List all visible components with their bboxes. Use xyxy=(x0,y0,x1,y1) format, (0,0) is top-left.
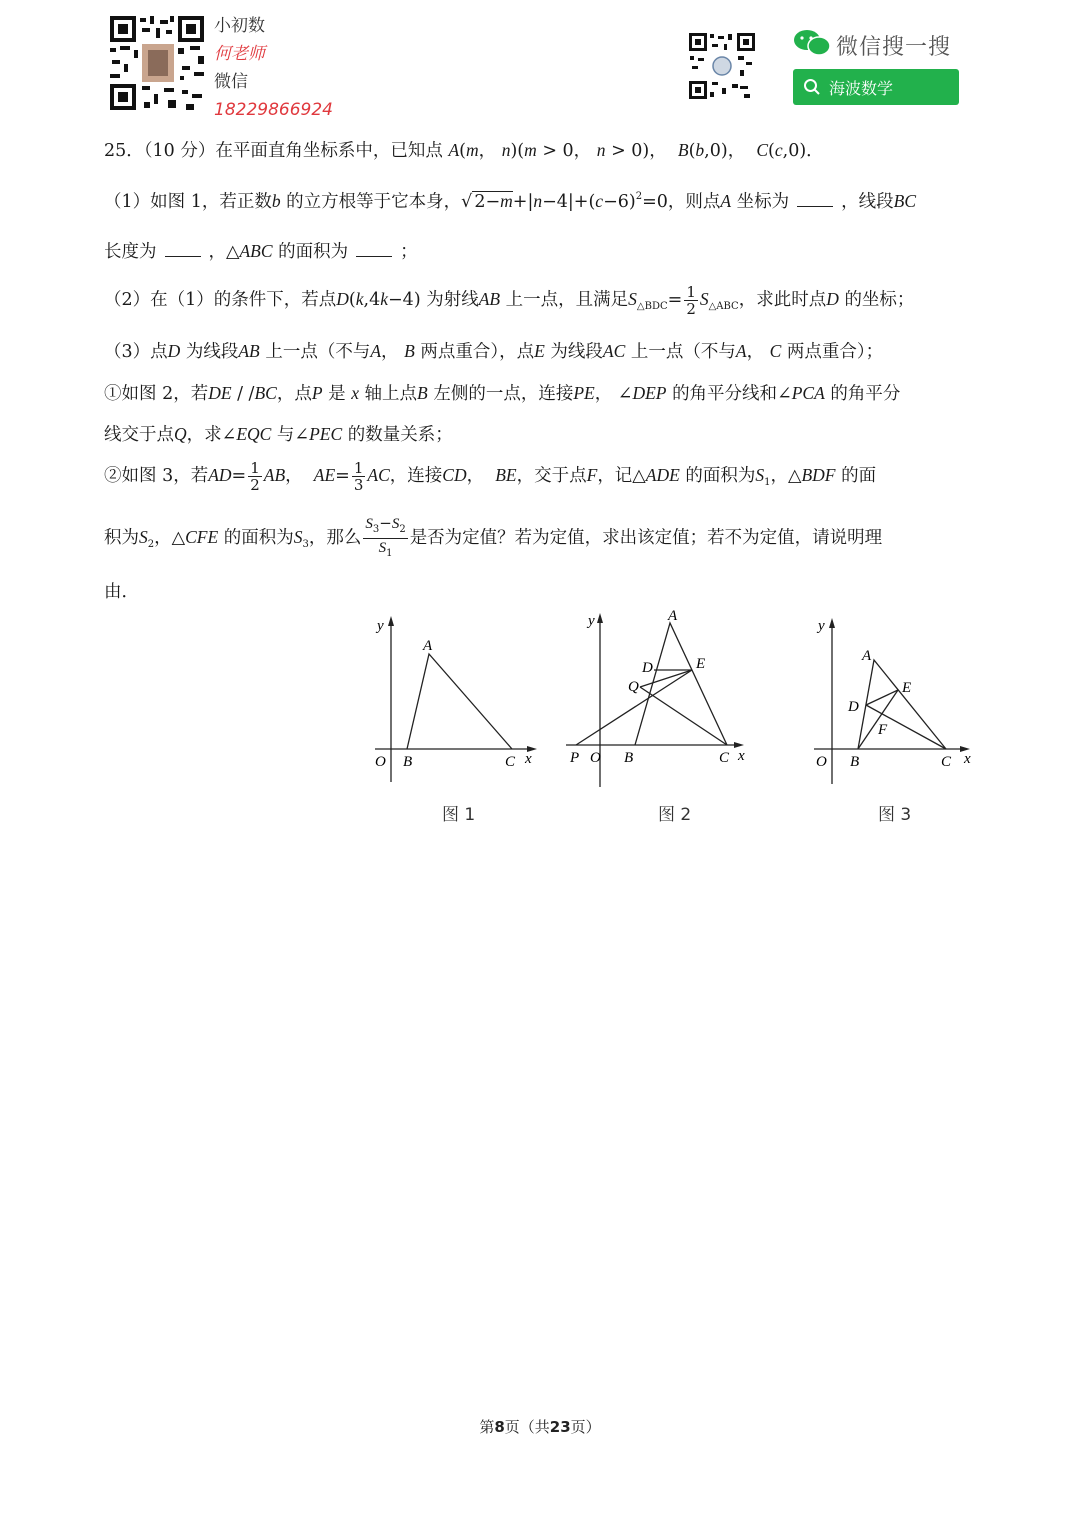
text-segment: ，交于点 xyxy=(516,466,587,486)
point-c-label: C xyxy=(505,754,516,770)
answer-blank xyxy=(356,255,392,257)
qr-code-right xyxy=(688,32,756,100)
text-segment: 的立方根等于它本身， xyxy=(286,192,462,212)
answer-blank xyxy=(165,255,201,257)
wechat-search-bar[interactable] xyxy=(793,69,959,105)
point-e-label: E xyxy=(902,680,912,696)
origin-label: O xyxy=(590,750,601,766)
text-segment: ，求此时点 xyxy=(738,290,827,310)
part3-2-line3 xyxy=(104,578,139,603)
part1-line2: 长度为 ，△ABC 的面积为 ； xyxy=(104,241,418,262)
search-icon xyxy=(803,78,821,96)
text-segment: ②如图 3，若 xyxy=(104,466,209,486)
wechat-search-term: 海波数学 xyxy=(829,78,894,98)
text-segment: 长度为 xyxy=(104,242,157,262)
part2-line: （2）在（1）的条件下，若点D(k,4k−4) 为射线AB 上一点，且满足$S_{\triangle BDC}=$ $\frac{1}{2}$ $S_{\triangle ABC}$，求此时点D 的坐标； xyxy=(104,283,915,318)
text-segment: 的面 xyxy=(841,466,877,486)
part3-2-line2: 积为$S_2$，△CFE 的面积为$S_3$，那么 $\frac{S_3-S_2}{S_1}$ 是否为定值？若为定值，求出该定值；若不为定值，请说明理 xyxy=(104,514,883,559)
text-segment: 上一点，且满足 xyxy=(505,290,629,310)
text-segment: 坐标为 xyxy=(736,192,790,212)
text-segment: 上一点（不与 xyxy=(630,342,736,362)
text-segment: ，那么 xyxy=(308,528,362,548)
text-segment: 与 xyxy=(276,425,295,445)
text-segment: ，记△ xyxy=(597,466,646,486)
axis-x-label: x xyxy=(964,751,971,767)
figure-2-caption: 图 2 xyxy=(658,805,692,825)
point-b-label: B xyxy=(403,754,413,770)
part3-1-line1: ①如图 2，若DE / /BC，点P 是 x 轴上点B 左侧的一点，连接PE， ∠DEP 的角平分线和∠PCA 的角平分 xyxy=(104,383,901,404)
point-c-label: C xyxy=(719,750,730,766)
point-f-label: F xyxy=(878,722,888,738)
point-b-label: B xyxy=(850,754,860,770)
part3-1-line2: 线交于点Q，求∠EQC 与∠PEC 的数量关系； xyxy=(104,424,453,445)
math-expr: A xyxy=(448,140,460,160)
page-number: 8 xyxy=(494,1418,505,1436)
qr-code-left xyxy=(108,14,206,112)
text-segment: 线交于点 xyxy=(104,425,174,445)
text-segment: 的角平分 xyxy=(830,384,901,404)
figure-2 xyxy=(562,605,757,790)
footer-prefix: 第 xyxy=(479,1418,495,1436)
contact-phone: 18229866924 xyxy=(214,100,333,120)
text-segment: 为线段 xyxy=(550,342,603,362)
text-segment: 的角平分线和 xyxy=(672,384,778,404)
text-segment: ，点 xyxy=(276,384,312,404)
point-c-label: C xyxy=(941,754,952,770)
point-e-label: E xyxy=(696,656,706,672)
figure-1 xyxy=(365,610,545,790)
answer-blank xyxy=(797,205,833,207)
text-segment: 两点重合），点 xyxy=(420,342,535,362)
point-a-label: A xyxy=(423,638,433,654)
text-segment: ①如图 2，若 xyxy=(104,384,209,404)
text-segment: （3）点 xyxy=(104,342,168,362)
text-segment: 两点重合）； xyxy=(786,342,884,362)
text-segment: 的面积为 xyxy=(278,242,349,262)
text-segment: 的面积为 xyxy=(685,466,756,486)
problem-intro: 25．（10 分）在平面直角坐标系中，已知点 A(m， n)(m > 0， n > 0)， B(b,0)， C(c,0)． xyxy=(104,140,824,161)
problem-points: （10 分） xyxy=(143,141,216,161)
point-a-label: A xyxy=(862,648,872,664)
text-segment: 为射线 xyxy=(426,290,479,310)
text-segment: 由． xyxy=(104,582,139,602)
text-segment: 的数量关系； xyxy=(347,425,453,445)
contact-teacher: 何老师 xyxy=(214,44,265,64)
text-segment: 上一点（不与 xyxy=(265,342,371,362)
text-segment: 是否为定值？若为定值，求出该定值；若不为定值，请说明理 xyxy=(409,528,883,548)
page-total: 23 xyxy=(549,1418,571,1436)
axis-x-label: x xyxy=(738,748,745,764)
text-segment: ，则点 xyxy=(667,192,721,212)
wechat-search-title: 微信搜一搜 xyxy=(836,35,952,60)
footer-suffix: 页） xyxy=(570,1418,601,1436)
text-segment: ，求 xyxy=(186,425,222,445)
text-segment: （1）如图 1，若正数 xyxy=(104,192,272,212)
text-segment: ，线段 xyxy=(841,192,894,212)
figure-3 xyxy=(808,610,983,790)
axis-y-label: y xyxy=(818,618,825,634)
text-segment: 左侧的一点，连接 xyxy=(433,384,574,404)
axis-y-label: y xyxy=(588,613,595,629)
part1-line1: （1）如图 1，若正数b 的立方根等于它本身，√ $2-m+|n-4|+(c-6)^2=0$，则点A 坐标为 ，线段BC xyxy=(104,191,917,212)
text-segment: ； xyxy=(400,242,418,262)
point-d-label: D xyxy=(848,699,859,715)
contact-info xyxy=(214,12,333,124)
text-segment: ，△ xyxy=(208,242,240,262)
point-b-label: B xyxy=(624,750,634,766)
wechat-logo-icon xyxy=(793,28,831,58)
text-segment: （2）在（1）的条件下，若点 xyxy=(104,290,337,310)
problem-number: 25． xyxy=(104,141,144,161)
text-segment: ，连接 xyxy=(389,466,443,486)
page-footer xyxy=(0,1416,1080,1437)
part3-line: （3）点D 为线段AB 上一点（不与A， B 两点重合），点E 为线段AC 上一点（不与A， C 两点重合）； xyxy=(104,341,884,362)
axis-y-label: y xyxy=(377,618,384,634)
point-d-label: D xyxy=(642,660,653,676)
figure-1-caption: 图 1 xyxy=(442,805,476,825)
part3-2-line1: ②如图 3，若AD= $\frac{1}{2}$ AB， AE= $\frac{1}{3}$ AC，连接CD， BE，交于点F，记△ADE 的面积为$S_1$，△BDF 的面 xyxy=(104,459,877,494)
footer-mid: 页（共 xyxy=(504,1418,550,1436)
point-p-label: P xyxy=(570,750,580,766)
figure-3-caption: 图 3 xyxy=(878,805,912,825)
text-segment: 是 xyxy=(328,384,346,404)
problem-intro-text: 在平面直角坐标系中，已知点 xyxy=(215,141,443,161)
text-segment: 为线段 xyxy=(185,342,239,362)
text-segment: 轴上点 xyxy=(364,384,418,404)
contact-wechat: 微信 xyxy=(214,72,248,92)
text-segment: 的面积为 xyxy=(223,528,294,548)
text-segment: 积为 xyxy=(104,528,139,548)
text-segment: ，△ xyxy=(154,528,186,548)
text-segment: ，△ xyxy=(770,466,802,486)
text-segment: 的坐标； xyxy=(844,290,915,310)
axis-x-label: x xyxy=(525,751,532,767)
origin-label: O xyxy=(375,754,386,770)
contact-line1: 小初数 xyxy=(214,16,265,36)
point-q-label: Q xyxy=(628,679,639,695)
point-a-label: A xyxy=(668,608,678,624)
origin-label: O xyxy=(816,754,827,770)
